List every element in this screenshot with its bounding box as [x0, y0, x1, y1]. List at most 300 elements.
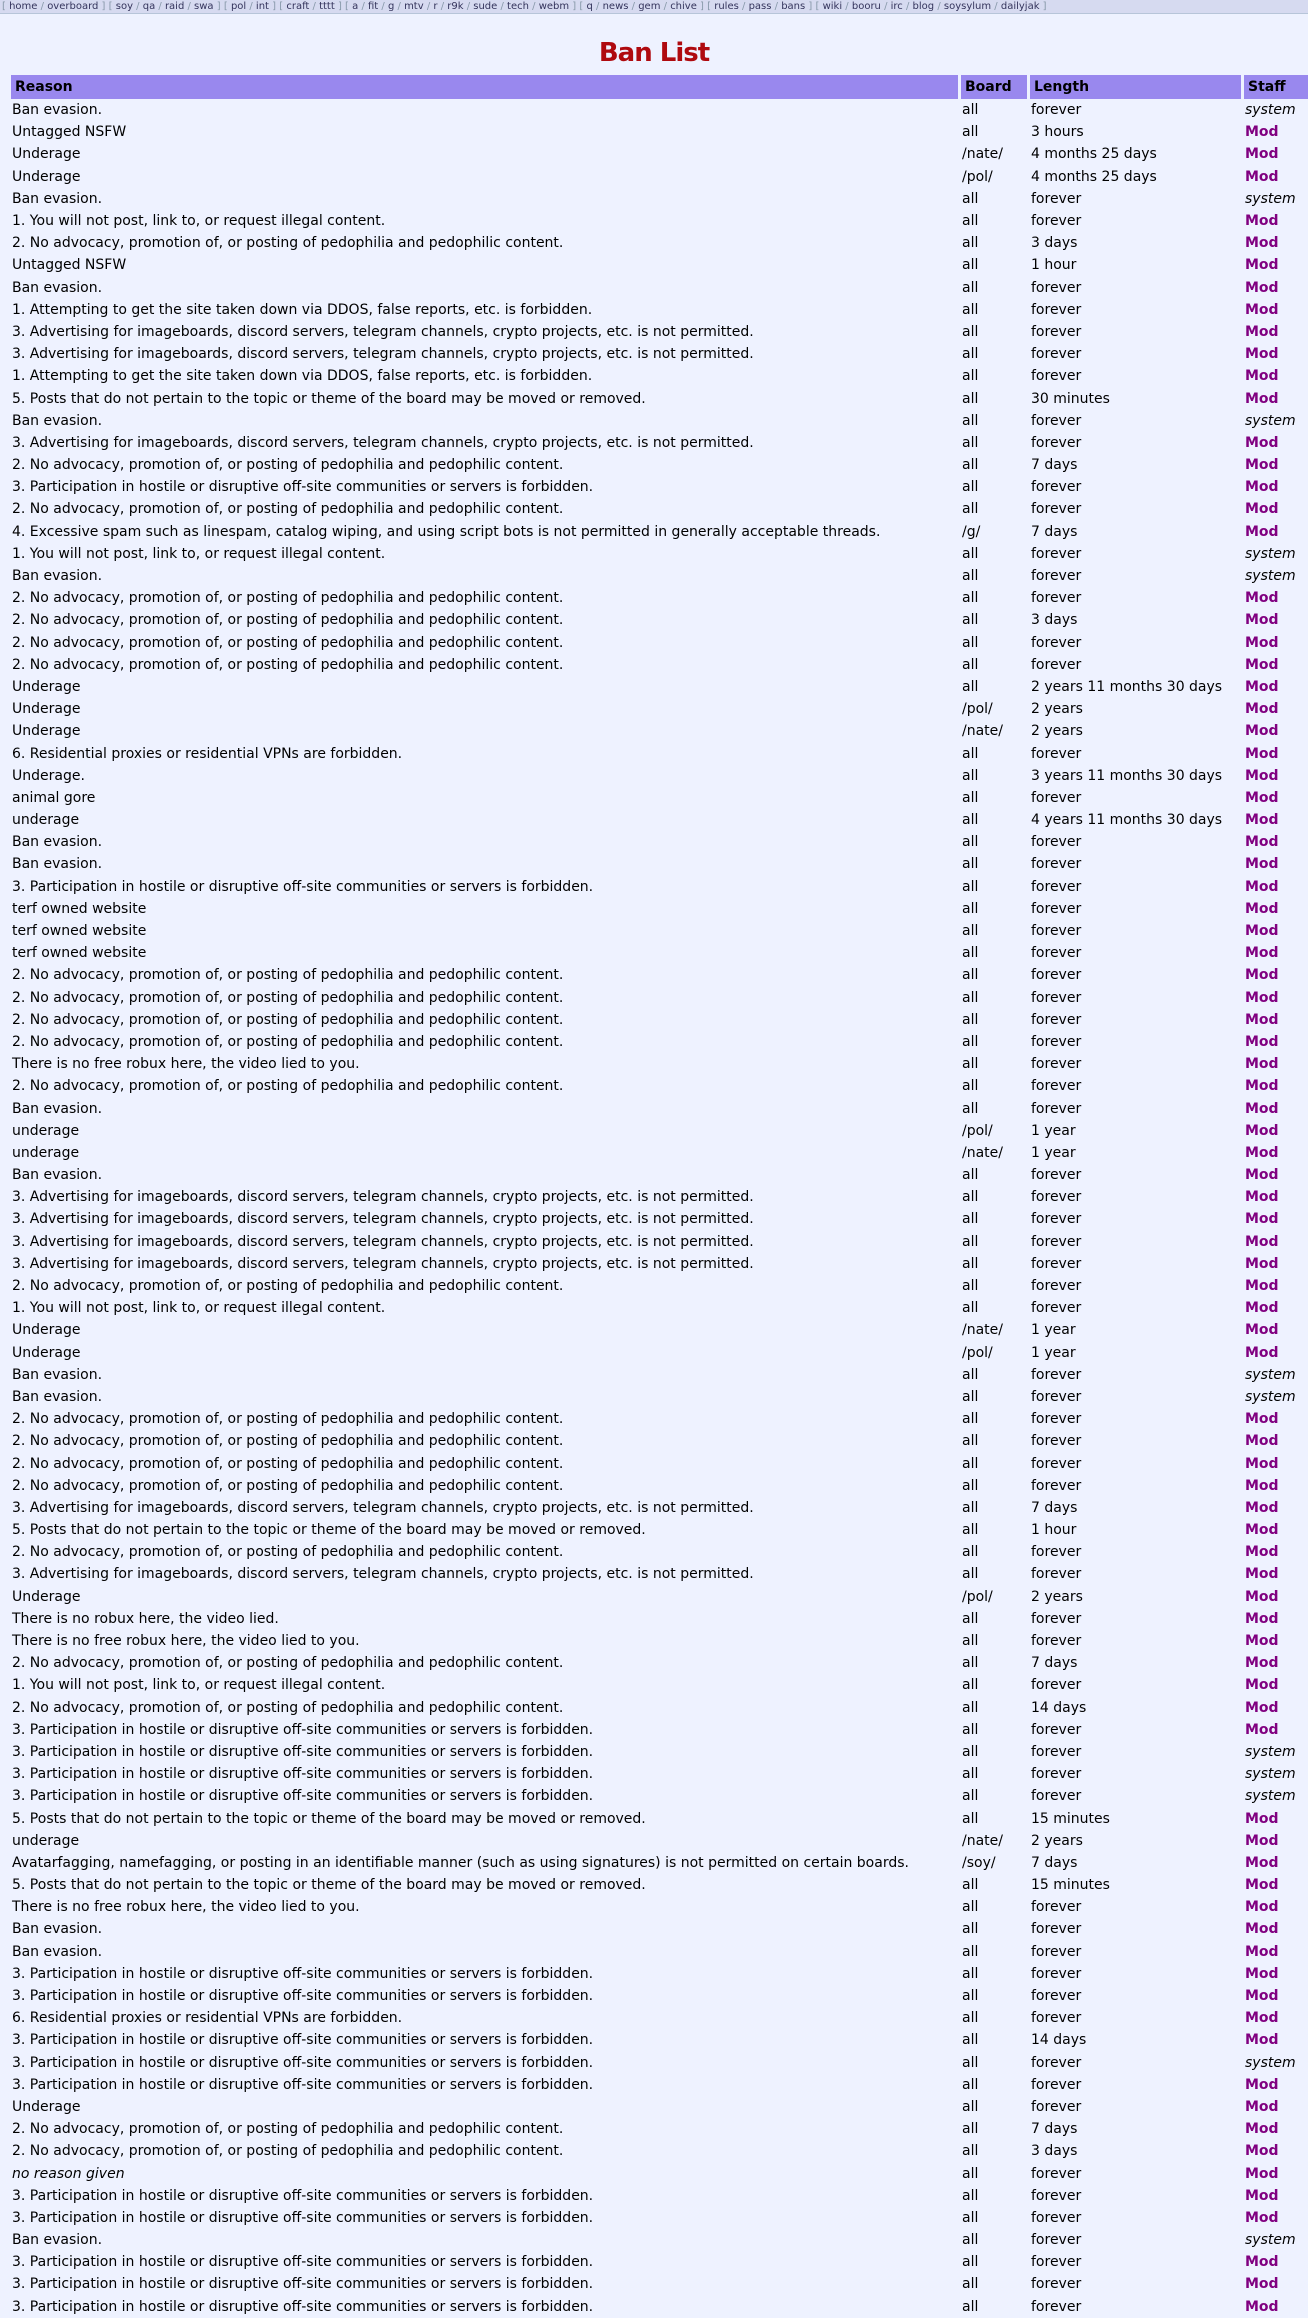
nav-link-booru[interactable]: booru — [851, 1, 881, 12]
nav-link-blog[interactable]: blog — [912, 1, 935, 12]
cell-board: all — [962, 457, 979, 474]
cell-reason: 2. No advocacy, promotion of, or posting of pedophilia and pedophilic content. — [12, 1078, 564, 1095]
nav-link-soy[interactable]: soy — [115, 1, 133, 12]
cell-board: all — [962, 235, 979, 252]
table-row — [11, 698, 1308, 720]
cell-staff: system — [1245, 1366, 1296, 1383]
cell-staff: Mod — [1245, 2187, 1279, 2204]
cell-length: forever — [1031, 1255, 1082, 1272]
cell-length: forever — [1031, 2254, 1082, 2271]
cell-length: forever — [1031, 656, 1082, 673]
cell-staff: system — [1245, 1766, 1296, 1783]
cell-length: 3 days — [1031, 612, 1078, 629]
cell-board: /pol/ — [962, 701, 993, 718]
table-row — [11, 232, 1308, 254]
cell-board: all — [962, 102, 979, 119]
nav-link-a[interactable]: a — [352, 1, 359, 12]
cell-reason: 2. No advocacy, promotion of, or posting of pedophilia and pedophilic content. — [12, 457, 564, 474]
table-row — [11, 964, 1308, 986]
nav-link-craft[interactable]: craft — [286, 1, 310, 12]
cell-staff: Mod — [1245, 2209, 1279, 2226]
cell-staff: system — [1245, 1388, 1296, 1405]
cell-length: forever — [1031, 1366, 1082, 1383]
table-row — [11, 454, 1308, 476]
cell-board: all — [962, 2098, 979, 2115]
table-row — [11, 1053, 1308, 1075]
cell-length: forever — [1031, 2209, 1082, 2226]
cell-board: all — [962, 1965, 979, 1982]
cell-length: forever — [1031, 213, 1082, 230]
cell-board: all — [962, 1988, 979, 2005]
cell-board: all — [962, 1189, 979, 1206]
cell-reason: There is no free robux here, the video lied to you. — [12, 1633, 360, 1650]
cell-reason: 1. You will not post, link to, or request illegal content. — [12, 213, 386, 230]
table-row — [11, 1785, 1308, 1807]
cell-reason: 2. No advocacy, promotion of, or posting of pedophilia and pedophilic content. — [12, 612, 564, 629]
cell-board: all — [962, 767, 979, 784]
table-row — [11, 1630, 1308, 1652]
table-row — [11, 609, 1308, 631]
cell-length: forever — [1031, 1100, 1082, 1117]
table-row — [11, 1763, 1308, 1785]
cell-staff: Mod — [1245, 2254, 1279, 2271]
cell-board: all — [962, 2143, 979, 2160]
cell-length: 1 year — [1031, 1122, 1076, 1139]
cell-board: all — [962, 1899, 979, 1916]
nav-link-tech[interactable]: tech — [507, 1, 529, 12]
cell-length: forever — [1031, 1766, 1082, 1783]
cell-length: forever — [1031, 1078, 1082, 1095]
cell-reason: 3. Participation in hostile or disruptive off-site communities or servers is forbidden. — [12, 1743, 594, 1760]
cell-reason: Underage — [12, 701, 81, 718]
cell-staff: Mod — [1245, 612, 1279, 629]
cell-staff: Mod — [1245, 967, 1279, 984]
table-row — [11, 1031, 1308, 1053]
table-row — [11, 1541, 1308, 1563]
cell-board: /nate/ — [962, 1832, 1003, 1849]
cell-reason: underage — [12, 1144, 80, 1161]
table-row — [11, 1009, 1308, 1031]
cell-length: 30 minutes — [1031, 390, 1110, 407]
cell-length: forever — [1031, 434, 1082, 451]
cell-reason: 3. Participation in hostile or disruptive off-site communities or servers is forbidden. — [12, 1988, 594, 2005]
cell-reason: 6. Residential proxies or residential VPNs are forbidden. — [12, 745, 403, 762]
cell-board: all — [962, 812, 979, 829]
cell-staff: Mod — [1245, 834, 1279, 851]
cell-board: /nate/ — [962, 1322, 1003, 1339]
cell-reason: Untagged NSFW — [12, 257, 127, 274]
cell-length: forever — [1031, 1566, 1082, 1583]
cell-board: all — [962, 1522, 979, 1539]
cell-length: forever — [1031, 1433, 1082, 1450]
cell-board: all — [962, 678, 979, 695]
cell-reason: Underage — [12, 1322, 81, 1339]
cell-board: all — [962, 190, 979, 207]
cell-staff: Mod — [1245, 1854, 1279, 1871]
cell-staff: Mod — [1245, 900, 1279, 917]
cell-staff: Mod — [1245, 346, 1279, 363]
table-row — [11, 720, 1308, 742]
cell-board: all — [962, 368, 979, 385]
cell-board: all — [962, 479, 979, 496]
cell-length: 1 year — [1031, 1344, 1076, 1361]
cell-reason: Underage — [12, 723, 81, 740]
cell-length: forever — [1031, 1233, 1082, 1250]
cell-length: 1 hour — [1031, 1522, 1077, 1539]
cell-reason: terf owned website — [12, 900, 147, 917]
cell-staff: system — [1245, 545, 1296, 562]
cell-reason: 1. You will not post, link to, or request illegal content. — [12, 1300, 386, 1317]
cell-length: forever — [1031, 545, 1082, 562]
cell-board: all — [962, 1477, 979, 1494]
cell-board: all — [962, 1788, 979, 1805]
cell-reason: Avatarfagging, namefagging, or posting in an identifiable manner (such as using signatures) is not permitted on certain boards. — [12, 1854, 909, 1871]
nav-link-raid[interactable]: raid — [164, 1, 185, 12]
cell-length: forever — [1031, 967, 1082, 984]
cell-length: forever — [1031, 279, 1082, 296]
cell-length: forever — [1031, 1721, 1082, 1738]
cell-board: all — [962, 1100, 979, 1117]
cell-length: forever — [1031, 1300, 1082, 1317]
cell-length: forever — [1031, 2076, 1082, 2093]
cell-reason: 3. Participation in hostile or disruptive off-site communities or servers is forbidden. — [12, 2254, 594, 2271]
cell-reason: 2. No advocacy, promotion of, or posting of pedophilia and pedophilic content. — [12, 590, 564, 607]
cell-reason: 2. No advocacy, promotion of, or posting of pedophilia and pedophilic content. — [12, 1455, 564, 1472]
cell-board: all — [962, 590, 979, 607]
cell-reason: 2. No advocacy, promotion of, or posting of pedophilia and pedophilic content. — [12, 235, 564, 252]
cell-reason: 6. Residential proxies or residential VPNs are forbidden. — [12, 2010, 403, 2027]
table-row — [11, 1741, 1308, 1763]
table-row — [11, 632, 1308, 654]
nav-link-pass[interactable]: pass — [748, 1, 772, 12]
nav-link-overboard[interactable]: overboard — [47, 1, 99, 12]
table-row — [11, 1097, 1308, 1119]
cell-board: /pol/ — [962, 168, 993, 185]
cell-length: forever — [1031, 1167, 1082, 1184]
cell-reason: 2. No advocacy, promotion of, or posting of pedophilia and pedophilic content. — [12, 634, 564, 651]
table-row — [11, 1253, 1308, 1275]
cell-length: forever — [1031, 368, 1082, 385]
cell-staff: system — [1245, 190, 1296, 207]
cell-board: all — [962, 412, 979, 429]
cell-reason: terf owned website — [12, 923, 147, 940]
cell-reason: 5. Posts that do not pertain to the topic or theme of the board may be moved or removed. — [12, 1810, 646, 1827]
nav-link-fit[interactable]: fit — [368, 1, 379, 12]
cell-reason: Ban evasion. — [12, 412, 103, 429]
cell-length: forever — [1031, 1211, 1082, 1228]
nav-link-r9k[interactable]: r9k — [447, 1, 464, 12]
cell-reason: 1. Attempting to get the site taken down via DDOS, false reports, etc. is forbidden. — [12, 368, 593, 385]
table-row — [11, 2296, 1308, 2318]
nav-link-mtv[interactable]: mtv — [404, 1, 424, 12]
cell-board: all — [962, 1167, 979, 1184]
cell-board: all — [962, 1433, 979, 1450]
cell-reason: 3. Advertising for imageboards, discord servers, telegram channels, crypto projects, etc. is not permitted. — [12, 1255, 754, 1272]
cell-board: all — [962, 2276, 979, 2293]
cell-staff: Mod — [1245, 1189, 1279, 1206]
table-row — [11, 1408, 1308, 1430]
cell-board: all — [962, 1677, 979, 1694]
cell-staff: Mod — [1245, 1122, 1279, 1139]
cell-length: forever — [1031, 2298, 1082, 2315]
cell-staff: Mod — [1245, 434, 1279, 451]
cell-staff: Mod — [1245, 2165, 1279, 2182]
cell-staff: Mod — [1245, 945, 1279, 962]
cell-staff: Mod — [1245, 1677, 1279, 1694]
table-row — [11, 1319, 1308, 1341]
cell-length: forever — [1031, 2165, 1082, 2182]
cell-board: all — [962, 1743, 979, 1760]
cell-length: 15 minutes — [1031, 1810, 1110, 1827]
cell-length: forever — [1031, 501, 1082, 518]
nav-link-sude[interactable]: sude — [473, 1, 498, 12]
table-row — [11, 987, 1308, 1009]
cell-board: all — [962, 656, 979, 673]
cell-board: all — [962, 900, 979, 917]
cell-length: 4 months 25 days — [1031, 168, 1157, 185]
cell-length: 7 days — [1031, 523, 1078, 540]
nav-link-irc[interactable]: irc — [890, 1, 903, 12]
cell-length: 1 year — [1031, 1322, 1076, 1339]
cell-length: forever — [1031, 878, 1082, 895]
cell-board: all — [962, 1388, 979, 1405]
cell-length: forever — [1031, 1455, 1082, 1472]
cell-reason: 3. Advertising for imageboards, discord servers, telegram channels, crypto projects, etc. is not permitted. — [12, 1566, 754, 1583]
nav-link-swa[interactable]: swa — [194, 1, 214, 12]
cell-staff: Mod — [1245, 2298, 1279, 2315]
cell-staff: Mod — [1245, 2010, 1279, 2027]
cell-staff: Mod — [1245, 1499, 1279, 1516]
cell-reason: There is no free robux here, the video lied to you. — [12, 1899, 360, 1916]
cell-reason: 3. Participation in hostile or disruptive off-site communities or servers is forbidden. — [12, 2076, 594, 2093]
nav-link-webm[interactable]: webm — [538, 1, 570, 12]
cell-staff: Mod — [1245, 168, 1279, 185]
table-row — [11, 1874, 1308, 1896]
cell-board: all — [962, 434, 979, 451]
table-row — [11, 809, 1308, 831]
cell-board: all — [962, 1877, 979, 1894]
cell-reason: 3. Participation in hostile or disruptive off-site communities or servers is forbidden. — [12, 1766, 594, 1783]
nav-link-bans[interactable]: bans — [781, 1, 806, 12]
nav-link-pol[interactable]: pol — [230, 1, 247, 12]
table-row — [11, 498, 1308, 520]
nav-link-chive[interactable]: chive — [670, 1, 697, 12]
cell-board: all — [962, 1011, 979, 1028]
table-row — [11, 565, 1308, 587]
cell-length: forever — [1031, 900, 1082, 917]
table-row — [11, 2273, 1308, 2295]
nav-link-r[interactable]: r — [433, 1, 438, 12]
cell-staff: system — [1245, 2232, 1296, 2249]
cell-reason: Ban evasion. — [12, 1366, 103, 1383]
nav-link-qa[interactable]: qa — [142, 1, 156, 12]
nav-link-dailyjak[interactable]: dailyjak — [1000, 1, 1040, 12]
cell-length: 14 days — [1031, 2032, 1087, 2049]
table-row — [11, 2052, 1308, 2074]
cell-reason: 2. No advocacy, promotion of, or posting of pedophilia and pedophilic content. — [12, 2143, 564, 2160]
cell-length: forever — [1031, 1788, 1082, 1805]
cell-board: all — [962, 1544, 979, 1561]
cell-reason: 3. Participation in hostile or disruptive off-site communities or servers is forbidden. — [12, 1788, 594, 1805]
cell-reason: 3. Participation in hostile or disruptive off-site communities or servers is forbidden. — [12, 2187, 594, 2204]
table-row — [11, 299, 1308, 321]
cell-board: all — [962, 1078, 979, 1095]
cell-reason: 5. Posts that do not pertain to the topic or theme of the board may be moved or removed. — [12, 1877, 646, 1894]
cell-reason: underage — [12, 1122, 80, 1139]
cell-staff: Mod — [1245, 1943, 1279, 1960]
cell-board: all — [962, 545, 979, 562]
table-row — [11, 277, 1308, 299]
cell-length: forever — [1031, 412, 1082, 429]
table-row — [11, 1652, 1308, 1674]
cell-staff: Mod — [1245, 1988, 1279, 2005]
cell-reason: 2. No advocacy, promotion of, or posting of pedophilia and pedophilic content. — [12, 1699, 564, 1716]
cell-board: all — [962, 2121, 979, 2138]
cell-staff: Mod — [1245, 523, 1279, 540]
top-board-nav: [ home / overboard ] [ soy / qa / raid / swa ] [ pol / int ] [ craft / tttt ] [ a / fit / g / mtv / r / r9k / sude / tech / webm ] [ q / news / gem / chive ] [ rules / pass / bans ] [ wiki / booru / irc / blog / soysylum / dailyjak ] — [0, 0, 1308, 14]
cell-length: forever — [1031, 1943, 1082, 1960]
cell-length: forever — [1031, 1544, 1082, 1561]
nav-link-soysylum[interactable]: soysylum — [943, 1, 992, 12]
table-row — [11, 1519, 1308, 1541]
cell-board: all — [962, 1366, 979, 1383]
cell-length: forever — [1031, 323, 1082, 340]
cell-reason: 3. Participation in hostile or disruptive off-site communities or servers is forbidden. — [12, 479, 594, 496]
nav-link-gem[interactable]: gem — [638, 1, 661, 12]
cell-length: forever — [1031, 1011, 1082, 1028]
cell-length: forever — [1031, 2010, 1082, 2027]
cell-board: all — [962, 124, 979, 141]
cell-staff: Mod — [1245, 789, 1279, 806]
cell-board: all — [962, 1233, 979, 1250]
cell-staff: Mod — [1245, 257, 1279, 274]
table-row — [11, 321, 1308, 343]
cell-staff: Mod — [1245, 678, 1279, 695]
page-header — [0, 14, 1308, 76]
table-row — [11, 1674, 1308, 1696]
cell-length: 7 days — [1031, 1499, 1078, 1516]
cell-length: 2 years — [1031, 1588, 1083, 1605]
nav-link-tttt[interactable]: tttt — [319, 1, 335, 12]
cell-board: all — [962, 2209, 979, 2226]
table-row — [11, 676, 1308, 698]
cell-board: /g/ — [962, 523, 981, 540]
cell-length: forever — [1031, 1677, 1082, 1694]
cell-board: /nate/ — [962, 1144, 1003, 1161]
cell-reason: Ban evasion. — [12, 190, 103, 207]
cell-staff: Mod — [1245, 1899, 1279, 1916]
table-row — [11, 654, 1308, 676]
table-row — [11, 1164, 1308, 1186]
cell-length: forever — [1031, 923, 1082, 940]
nav-link-q[interactable]: q — [586, 1, 593, 12]
table-row — [11, 1475, 1308, 1497]
cell-board: /soy/ — [962, 1854, 996, 1871]
cell-board: all — [962, 1056, 979, 1073]
cell-reason: Ban evasion. — [12, 1100, 103, 1117]
table-row — [11, 1231, 1308, 1253]
table-row — [11, 2096, 1308, 2118]
nav-link-g[interactable]: g — [387, 1, 395, 12]
cell-staff: Mod — [1245, 1832, 1279, 1849]
table-row — [11, 765, 1308, 787]
cell-staff: Mod — [1245, 235, 1279, 252]
cell-reason: 2. No advocacy, promotion of, or posting of pedophilia and pedophilic content. — [12, 656, 564, 673]
cell-length: forever — [1031, 479, 1082, 496]
cell-board: all — [962, 2032, 979, 2049]
cell-board: all — [962, 1455, 979, 1472]
cell-reason: 3. Advertising for imageboards, discord servers, telegram channels, crypto projects, etc. is not permitted. — [12, 346, 754, 363]
cell-board: all — [962, 323, 979, 340]
header-length: Length — [1030, 75, 1241, 99]
cell-staff: Mod — [1245, 1144, 1279, 1161]
nav-link-home[interactable]: home — [9, 1, 38, 12]
cell-reason: Ban evasion. — [12, 1943, 103, 1960]
cell-board: all — [962, 279, 979, 296]
cell-staff: system — [1245, 412, 1296, 429]
cell-reason: 5. Posts that do not pertain to the topic or theme of the board may be moved or removed. — [12, 1522, 646, 1539]
cell-length: forever — [1031, 2054, 1082, 2071]
table-row — [11, 432, 1308, 454]
cell-staff: Mod — [1245, 146, 1279, 163]
table-row — [11, 1852, 1308, 1874]
cell-staff: Mod — [1245, 1411, 1279, 1428]
cell-staff: Mod — [1245, 1877, 1279, 1894]
cell-reason: Ban evasion. — [12, 2232, 103, 2249]
table-row — [11, 2118, 1308, 2140]
cell-reason: Ban evasion. — [12, 834, 103, 851]
nav-link-rules[interactable]: rules — [714, 1, 739, 12]
cell-board: all — [962, 390, 979, 407]
cell-board: all — [962, 945, 979, 962]
table-row — [11, 1430, 1308, 1452]
cell-staff: Mod — [1245, 1566, 1279, 1583]
cell-length: 15 minutes — [1031, 1877, 1110, 1894]
cell-length: 2 years — [1031, 1832, 1083, 1849]
cell-reason: 3. Participation in hostile or disruptive off-site communities or servers is forbidden. — [12, 1965, 594, 1982]
cell-length: 3 hours — [1031, 124, 1084, 141]
table-row — [11, 1586, 1308, 1608]
cell-staff: system — [1245, 568, 1296, 585]
cell-length: forever — [1031, 745, 1082, 762]
nav-link-news[interactable]: news — [602, 1, 629, 12]
cell-staff: Mod — [1245, 1921, 1279, 1938]
cell-reason: 5. Posts that do not pertain to the topic or theme of the board may be moved or removed. — [12, 390, 646, 407]
cell-board: all — [962, 1810, 979, 1827]
cell-length: forever — [1031, 1988, 1082, 2005]
cell-reason: 2. No advocacy, promotion of, or posting of pedophilia and pedophilic content. — [12, 1544, 564, 1561]
table-header-row — [11, 75, 1308, 99]
table-row — [11, 1941, 1308, 1963]
cell-board: all — [962, 856, 979, 873]
cell-length: forever — [1031, 1633, 1082, 1650]
nav-link-wiki[interactable]: wiki — [822, 1, 843, 12]
cell-length: forever — [1031, 1743, 1082, 1760]
table-row — [11, 1807, 1308, 1829]
cell-reason: 2. No advocacy, promotion of, or posting of pedophilia and pedophilic content. — [12, 1655, 564, 1672]
cell-board: all — [962, 346, 979, 363]
nav-link-int[interactable]: int — [255, 1, 269, 12]
cell-length: forever — [1031, 2098, 1082, 2115]
table-row — [11, 387, 1308, 409]
cell-board: all — [962, 2254, 979, 2271]
cell-length: forever — [1031, 102, 1082, 119]
table-row — [11, 1963, 1308, 1985]
cell-staff: Mod — [1245, 1211, 1279, 1228]
table-row — [11, 831, 1308, 853]
cell-reason: 3. Participation in hostile or disruptive off-site communities or servers is forbidden. — [12, 2032, 594, 2049]
cell-staff: Mod — [1245, 923, 1279, 940]
